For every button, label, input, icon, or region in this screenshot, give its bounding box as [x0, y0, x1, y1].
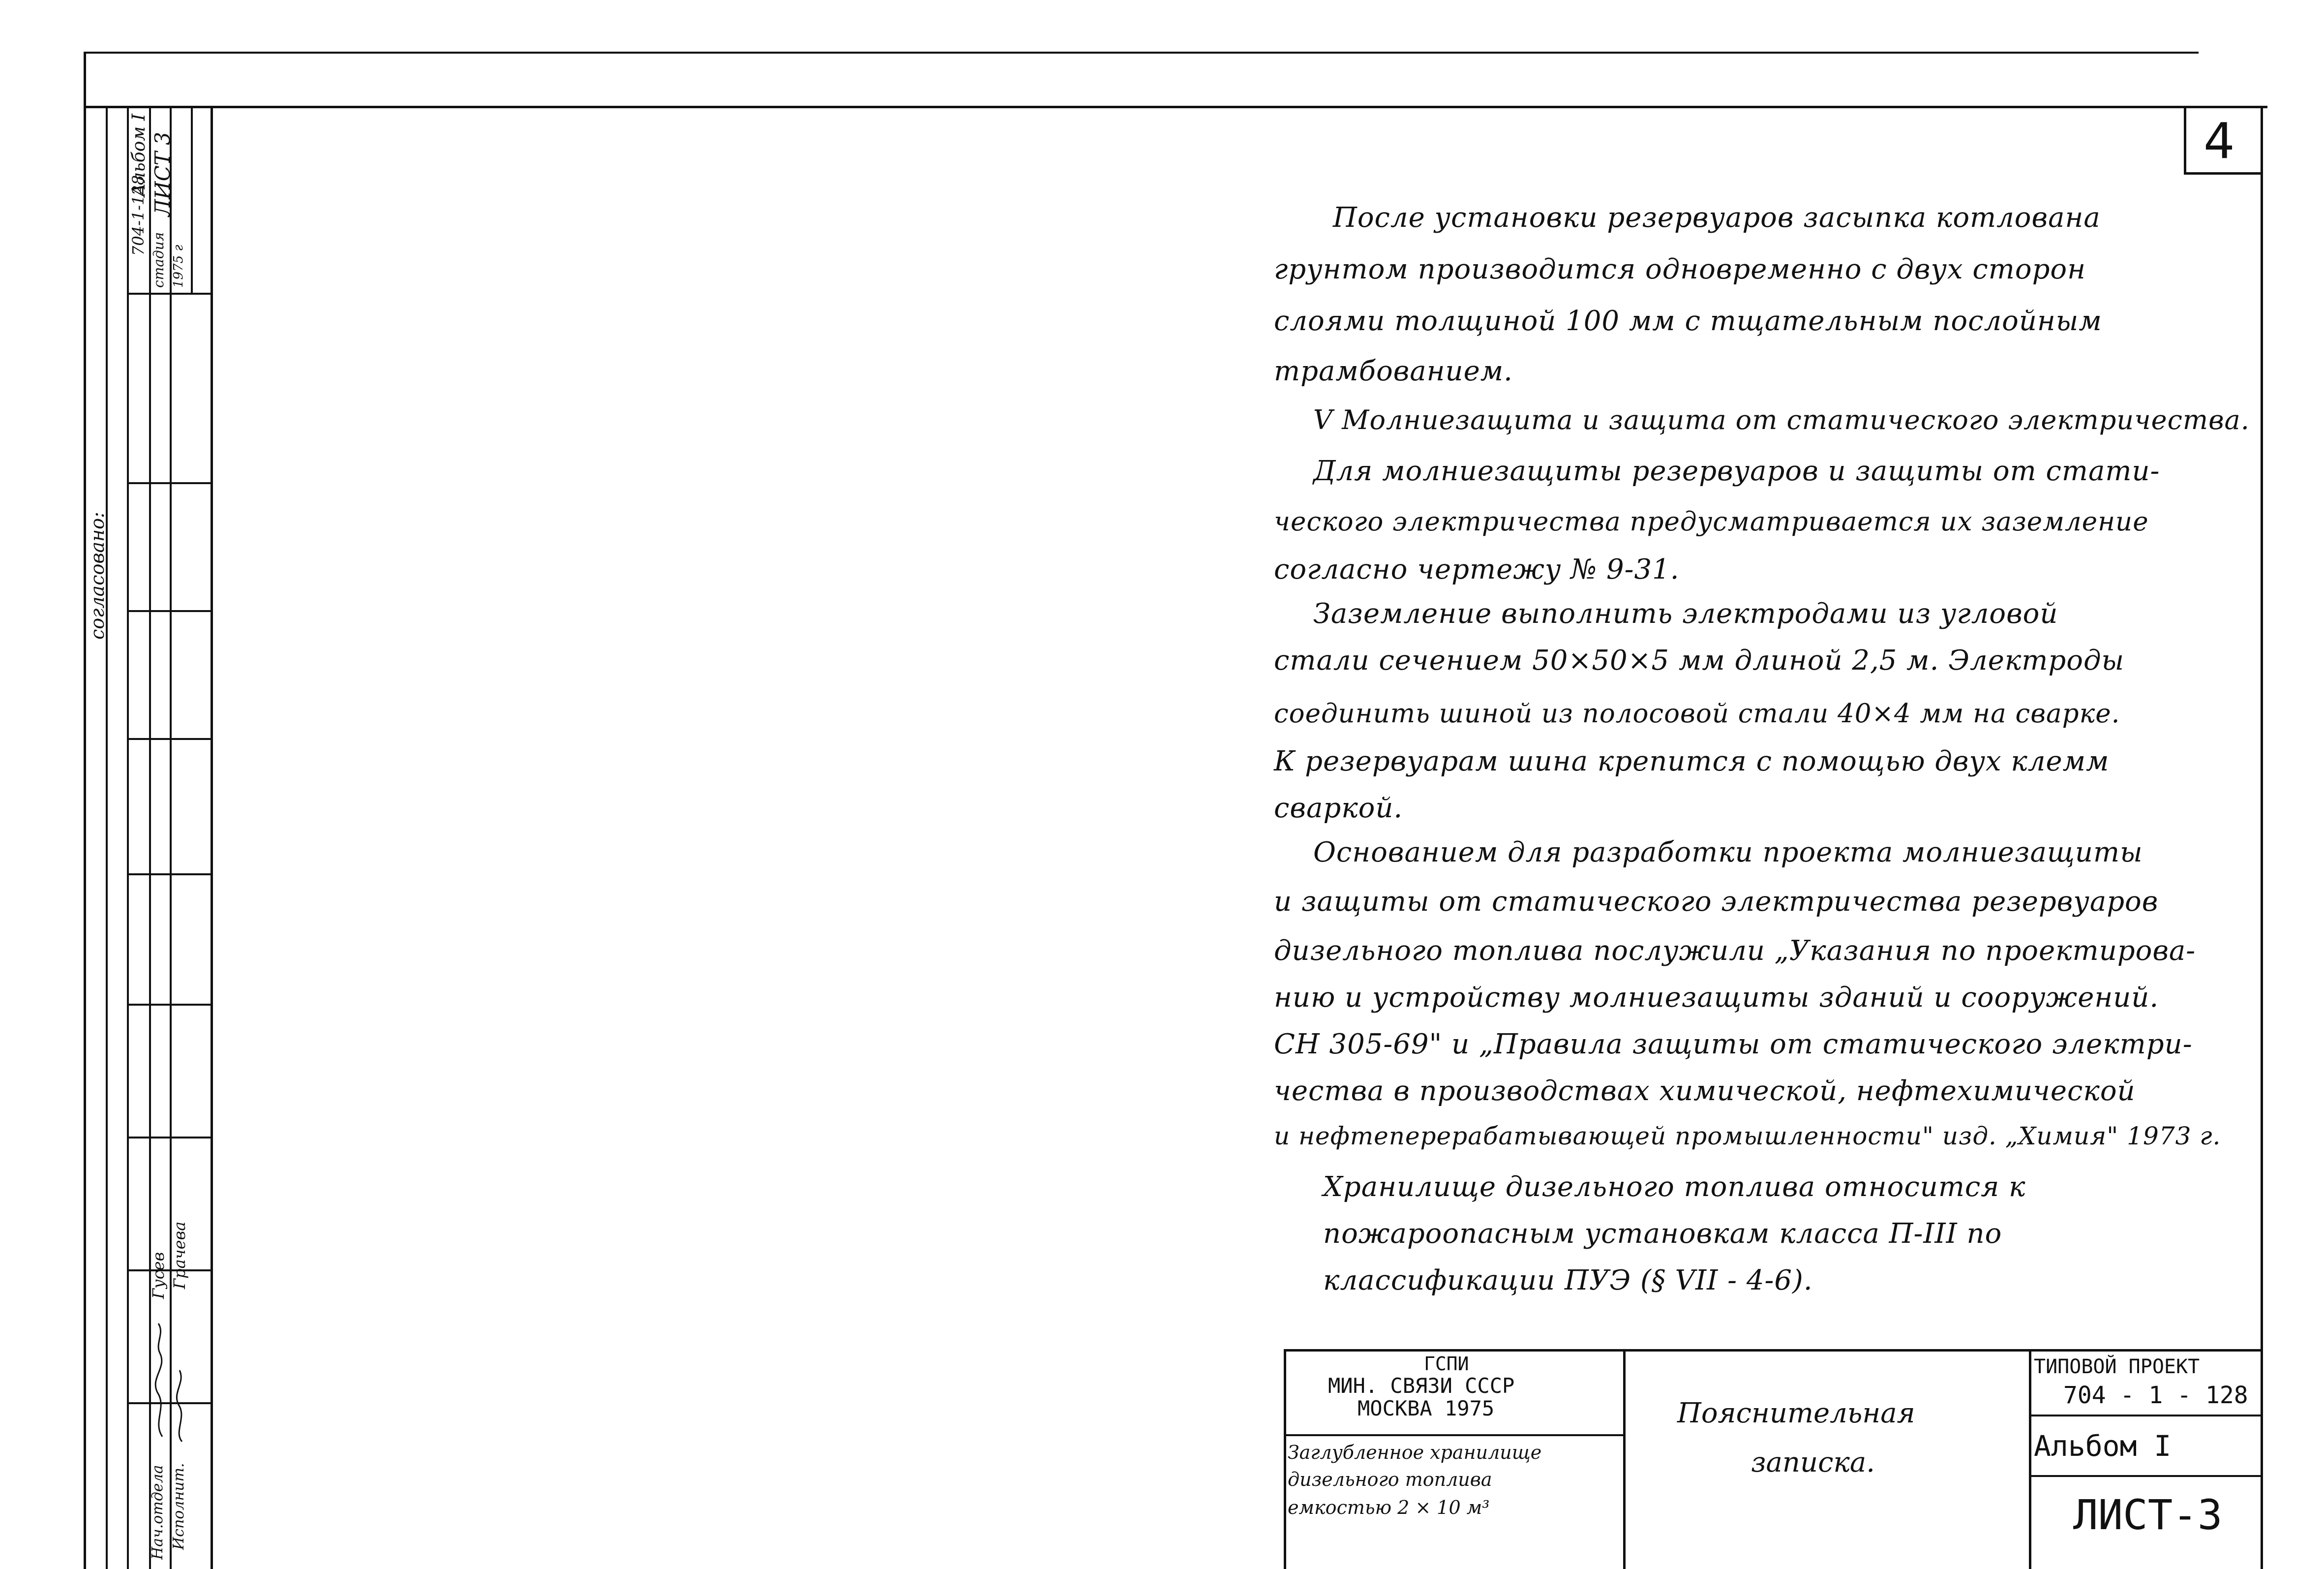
side-stage: стадия: [151, 232, 167, 288]
executor-signature: [170, 1284, 192, 1446]
side-row-3: [127, 610, 213, 612]
title-block-org-sep: [1284, 1434, 1623, 1436]
body-line-19: чества в производствах химической, нефтехимической: [1274, 1075, 2136, 1107]
project-line-2: 704 - 1 - 128: [2063, 1382, 2248, 1409]
body-line-16: дизельного топлива послужили „Указания по проектирова-: [1274, 935, 2196, 967]
side-project-code: 704-1-128: [129, 175, 148, 256]
body-line-11: соединить шиной из полосовой стали 40×4 мм на сварке.: [1274, 699, 2120, 729]
org-line-3: МОСКВА 1975: [1358, 1396, 1495, 1420]
org-line-1: ГСПИ: [1424, 1353, 1469, 1375]
body-line-18: СН 305-69" и „Правила защиты от статического электри-: [1274, 1028, 2193, 1060]
object-line-3: емкостью 2 × 10 м³: [1288, 1497, 1490, 1518]
sheet-number: 4: [2203, 112, 2235, 170]
sheet-box-bottom: [2184, 172, 2263, 175]
title-block-mid-1: [1623, 1349, 1626, 1569]
side-row-6: [127, 1004, 213, 1006]
body-line-6: Для молниезащиты резервуаров и защиты от стати-: [1313, 455, 2160, 487]
side-dept-head-name: Гусев: [149, 1252, 168, 1299]
org-line-2: МИН. СВЯЗИ СССР: [1328, 1374, 1515, 1398]
sheet-label: ЛИСТ-3: [2073, 1491, 2223, 1539]
side-row-1: [127, 293, 213, 295]
body-line-21: Хранилище дизельного топлива относится к: [1323, 1171, 2026, 1203]
side-sheet-label: ЛИСТ 3: [151, 132, 175, 216]
doc-title-line-2: записка.: [1751, 1446, 1875, 1478]
dept-head-signature: [148, 1279, 172, 1442]
body-line-13: сваркой.: [1274, 792, 1403, 824]
title-block-top: [1284, 1349, 2263, 1352]
side-col-line-2: [127, 106, 129, 1569]
frame-inner-left-line: [211, 106, 213, 1569]
side-year: 1975 г: [171, 245, 186, 288]
side-row-7: [127, 1137, 213, 1138]
side-executor: Исполнит.: [170, 1463, 187, 1550]
title-block-project-sep: [2029, 1415, 2263, 1416]
body-line-22: пожароопасным установкам класса П-III по: [1323, 1218, 2002, 1250]
title-block-mid-2: [2029, 1349, 2031, 1569]
side-executor-name: Грачева: [170, 1221, 189, 1289]
top-edge-line: [84, 52, 2199, 54]
body-line-23: классификации ПУЭ (§ VII - 4-6).: [1323, 1264, 1813, 1296]
body-line-20: и нефтеперерабатывающей промышленности" изд. „Химия" 1973 г.: [1274, 1122, 2221, 1150]
body-line-7: ческого электричества предусматривается их заземление: [1274, 507, 2149, 537]
side-col-line-5: [191, 106, 193, 293]
body-line-17: нию и устройству молниезащиты зданий и сооружений.: [1274, 982, 2159, 1014]
side-dept-head: Нач.отдела: [149, 1465, 166, 1560]
body-line-9: Заземление выполнить электродами из угловой: [1313, 598, 2058, 630]
title-block-left: [1284, 1349, 1286, 1569]
body-line-10: стали сечением 50×50×5 мм длиной 2,5 м. Электроды: [1274, 645, 2125, 677]
side-approved-label: согласовано:: [87, 512, 108, 640]
body-line-3: слоями толщиной 100 мм с тщательным послойным: [1274, 305, 2102, 337]
body-line-2: грунтом производится одновременно с двух сторон: [1274, 253, 2086, 285]
frame-top-line: [84, 106, 2267, 108]
side-row-5: [127, 873, 213, 875]
sheet-box-left: [2184, 106, 2186, 175]
doc-title-line-1: Пояснительная: [1677, 1397, 1915, 1429]
body-line-14: Основанием для разработки проекта молниезащиты: [1313, 836, 2143, 868]
project-line-1: ТИПОВОЙ ПРОЕКТ: [2034, 1355, 2200, 1378]
body-line-5: V Молниезащита и защита от статического электричества.: [1313, 404, 2250, 435]
side-col-line-1: [106, 106, 108, 1569]
title-block-album-sep: [2029, 1475, 2263, 1477]
object-line-2: дизельного топлива: [1288, 1469, 1492, 1490]
frame-left-line: [84, 52, 86, 1569]
body-line-4: трамбованием.: [1274, 355, 1513, 387]
object-line-1: Заглубленное хранилище: [1288, 1442, 1542, 1463]
side-row-2: [127, 482, 213, 484]
body-line-1: После установки резервуаров засыпка котлована: [1333, 202, 2101, 234]
album-label: Альбом I: [2034, 1429, 2172, 1463]
side-row-4: [127, 738, 213, 740]
body-line-8: согласно чертежу № 9-31.: [1274, 554, 1680, 585]
body-line-12: К резервуарам шина крепится с помощью двух клемм: [1274, 745, 2110, 777]
side-album: Альбом I: [129, 114, 149, 197]
body-line-15: и защиты от статического электричества резервуаров: [1274, 886, 2159, 918]
